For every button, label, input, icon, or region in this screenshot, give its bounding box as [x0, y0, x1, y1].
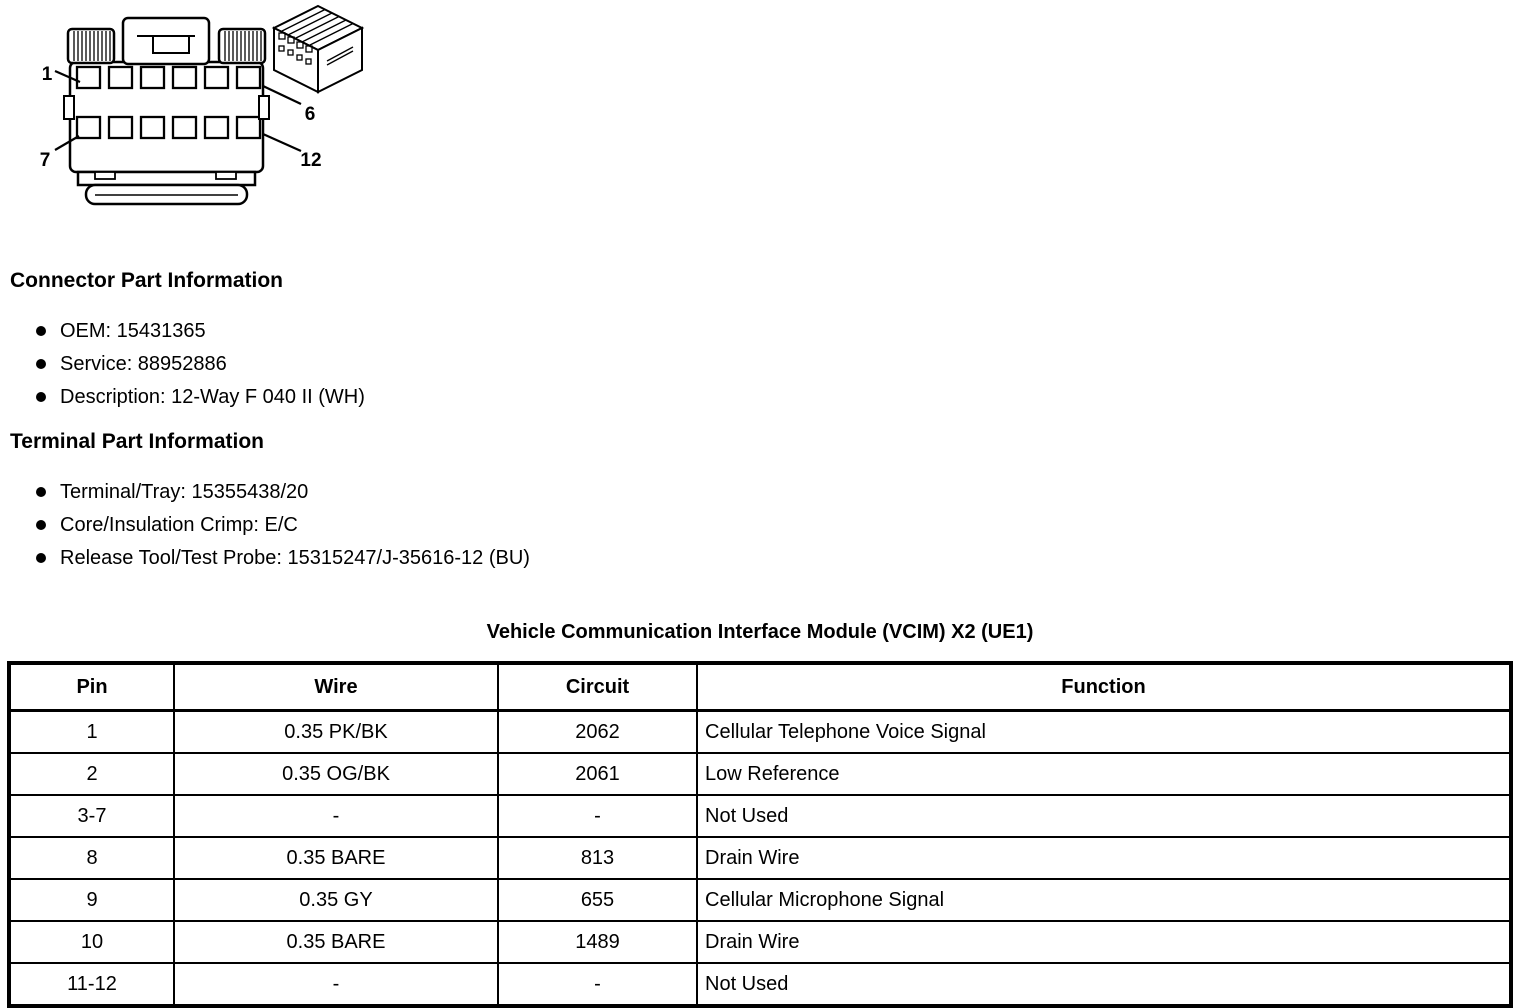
terminal-part-list — [0, 476, 1520, 575]
right-seal — [219, 29, 265, 63]
connector-face-view — [64, 18, 269, 204]
list-item — [0, 476, 1520, 509]
list-item-text: Service: 88952886 — [60, 353, 227, 375]
cell-function: Cellular Telephone Voice Signal — [697, 711, 1511, 754]
pin-callout-12: 12 — [300, 150, 322, 171]
table-row — [9, 837, 1511, 879]
cell-pin: 3-7 — [9, 795, 174, 837]
pinout-table — [7, 661, 1513, 1008]
cell-function: Drain Wire — [697, 837, 1511, 879]
list-item-text: Release Tool/Test Probe: 15315247/J-35616-12 (BU) — [60, 547, 530, 569]
connector-part-heading: Connector Part Information — [10, 269, 284, 292]
bullet-icon — [36, 326, 46, 336]
cell-circuit: 655 — [498, 879, 697, 921]
connector-3d-view-icon — [274, 6, 362, 92]
cell-pin: 11-12 — [9, 963, 174, 1006]
list-item-text: Terminal/Tray: 15355438/20 — [60, 481, 309, 503]
list-item — [0, 542, 1520, 575]
pin-callout-1: 1 — [41, 64, 53, 85]
connector-part-list — [0, 315, 1520, 414]
bullet-icon — [36, 520, 46, 530]
table-header-row — [9, 663, 1511, 711]
pin-callout-7: 7 — [39, 150, 51, 171]
table-row — [9, 795, 1511, 837]
cell-function: Not Used — [697, 963, 1511, 1006]
cell-pin: 1 — [9, 711, 174, 754]
cell-circuit: - — [498, 795, 697, 837]
cell-pin: 10 — [9, 921, 174, 963]
bullet-icon — [36, 553, 46, 563]
table-row — [9, 711, 1511, 754]
cell-function: Not Used — [697, 795, 1511, 837]
cell-function: Cellular Microphone Signal — [697, 879, 1511, 921]
table-row — [9, 921, 1511, 963]
list-item-text: OEM: 15431365 — [60, 320, 206, 342]
cell-wire: 0.35 BARE — [174, 837, 498, 879]
cell-wire: 0.35 PK/BK — [174, 711, 498, 754]
pin-callout-6: 6 — [304, 104, 316, 125]
bullet-icon — [36, 359, 46, 369]
cell-circuit: 813 — [498, 837, 697, 879]
column-header-function: Function — [697, 663, 1511, 711]
left-seal — [68, 29, 114, 63]
cell-pin: 2 — [9, 753, 174, 795]
list-item-text: Description: 12-Way F 040 II (WH) — [60, 386, 365, 408]
cell-wire: 0.35 GY — [174, 879, 498, 921]
list-item — [0, 315, 1520, 348]
terminal-part-heading: Terminal Part Information — [10, 430, 264, 453]
cell-wire: - — [174, 963, 498, 1006]
cell-wire: 0.35 BARE — [174, 921, 498, 963]
cell-wire: - — [174, 795, 498, 837]
cell-wire: 0.35 OG/BK — [174, 753, 498, 795]
connector-diagram — [0, 0, 380, 225]
list-item — [0, 509, 1520, 542]
list-item-text: Core/Insulation Crimp: E/C — [60, 514, 298, 536]
table-row — [9, 753, 1511, 795]
cell-pin: 8 — [9, 837, 174, 879]
column-header-wire: Wire — [174, 663, 498, 711]
cell-circuit: 1489 — [498, 921, 697, 963]
bullet-icon — [36, 487, 46, 497]
cell-pin: 9 — [9, 879, 174, 921]
cell-circuit: - — [498, 963, 697, 1006]
pinout-table-title: Vehicle Communication Interface Module (VCIM) X2 (UE1) — [486, 621, 1034, 643]
table-row — [9, 963, 1511, 1006]
cell-circuit: 2061 — [498, 753, 697, 795]
list-item — [0, 381, 1520, 414]
cell-function: Low Reference — [697, 753, 1511, 795]
column-header-circuit: Circuit — [498, 663, 697, 711]
list-item — [0, 348, 1520, 381]
cell-function: Drain Wire — [697, 921, 1511, 963]
connector-figure — [0, 0, 380, 225]
cell-circuit: 2062 — [498, 711, 697, 754]
column-header-pin: Pin — [9, 663, 174, 711]
table-row — [9, 879, 1511, 921]
bullet-icon — [36, 392, 46, 402]
